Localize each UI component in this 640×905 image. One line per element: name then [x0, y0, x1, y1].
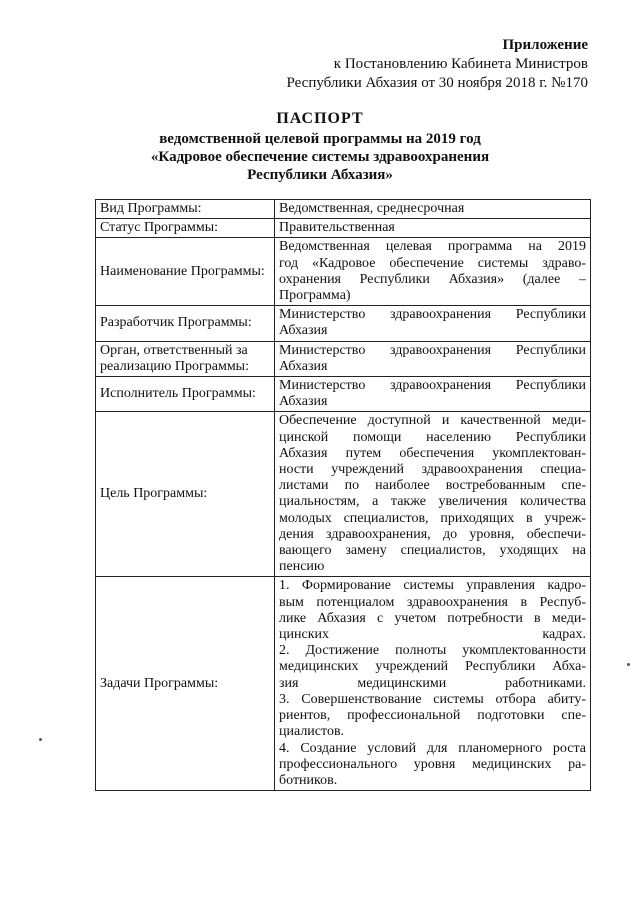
header-line-1: к Постановлению Кабинета Министров	[333, 56, 588, 72]
value-line: медицинских учреждений Республики Абха-	[279, 659, 586, 675]
value-line: охранения Республики Абхазия» (далее –	[279, 271, 586, 287]
subtitle-line: Республики Абхазия»	[247, 167, 393, 183]
value-line: ности учреждений здравоохранения специа-	[279, 462, 586, 478]
value-line: Абхазия	[279, 323, 328, 339]
value-line: Правительственная	[279, 220, 395, 236]
row-value-developer	[275, 306, 591, 341]
header-line-2: Республики Абхазия от 30 ноября 2018 г. №170	[286, 75, 588, 91]
table-row	[96, 412, 591, 577]
value-line: лике Абхазия с учетом потребности в меди-	[279, 610, 586, 626]
value-line: 1. Формирование системы управления кадро-	[279, 578, 586, 594]
document-title: ПАСПОРТ	[276, 110, 364, 127]
label-line: реализацию Программы:	[100, 358, 249, 374]
table-row	[96, 377, 591, 412]
row-value-tasks	[275, 577, 591, 791]
passport-table	[95, 199, 591, 791]
value-line: Обеспечение доступной и качественной меди-	[279, 413, 586, 429]
value-line: молодых специалистов, приходящих в учреж-	[279, 510, 586, 526]
row-label-goal	[96, 412, 275, 577]
value-line: 3. Совершенствование системы отбора абиту-	[279, 691, 586, 707]
label-line: Вид Программы:	[100, 201, 202, 216]
row-value-status	[275, 219, 591, 238]
value-line: вым потенциалом здравоохранения в Респуб-	[279, 594, 586, 610]
table-row	[96, 238, 591, 306]
value-line: Ведомственная, среднесрочная	[279, 201, 465, 216]
table-row	[96, 200, 591, 219]
value-line: дения здравоохранения, до уровня, обеспечи-	[279, 526, 586, 542]
value-line: циальностям, а также увеличения количества	[279, 494, 586, 510]
value-line: Программа)	[279, 288, 351, 304]
row-value-name	[275, 238, 591, 306]
value-line: ботников.	[279, 772, 338, 788]
appendix-label: Приложение	[502, 37, 588, 53]
value-line: год «Кадровое обеспечение системы здраво-	[279, 255, 586, 271]
label-line: Разработчик Программы:	[100, 315, 252, 331]
value-line: вающего замену специалистов, уходящих на	[279, 543, 586, 559]
value-line: 2. Достижение полноты укомплектованности	[279, 643, 586, 659]
row-label-tasks	[96, 577, 275, 791]
table-row	[96, 306, 591, 341]
label-line: Исполнитель Программы:	[100, 386, 256, 402]
value-line: Министерство здравоохранения Республики	[279, 342, 586, 358]
label-line: Орган, ответственный за	[100, 342, 248, 358]
row-value-executor	[275, 377, 591, 412]
row-value-goal	[275, 412, 591, 577]
value-line: 4. Создание условий для планомерного роста	[279, 740, 586, 756]
label-line: Цель Программы:	[100, 486, 208, 502]
row-value-type	[275, 200, 591, 219]
table-row	[96, 577, 591, 791]
value-line: листами по наиболее востребованным спе-	[279, 478, 586, 494]
value-line: Министерство здравоохранения Республики	[279, 378, 586, 394]
document-subtitle	[90, 130, 550, 184]
row-label-status	[96, 219, 275, 238]
value-line: Ведомственная целевая программа на 2019	[279, 239, 586, 255]
value-line: Абхазия	[279, 358, 328, 374]
scan-speck	[39, 738, 42, 741]
row-label-responsible	[96, 341, 275, 376]
row-label-name	[96, 238, 275, 306]
value-line: профессионального уровня медицинских ра-	[279, 756, 586, 772]
row-label-type	[96, 200, 275, 219]
label-line: Наименование Программы:	[100, 263, 265, 279]
value-line: риентов, профессиональной подготовки спе-	[279, 708, 586, 724]
value-line: Абхазия	[279, 394, 328, 410]
value-line: цинских кадрах.	[279, 627, 586, 643]
scan-speck	[627, 663, 630, 666]
value-line: Министерство здравоохранения Республики	[279, 307, 586, 323]
document-header	[287, 36, 589, 93]
row-value-responsible	[275, 341, 591, 376]
value-line: циалистов.	[279, 724, 345, 740]
label-line: Задачи Программы:	[100, 675, 219, 691]
row-label-executor	[96, 377, 275, 412]
value-line: пенсию	[279, 559, 325, 575]
value-line: зия медицинскими работниками.	[279, 675, 586, 691]
subtitle-line: ведомственной целевой программы на 2019 год	[159, 131, 481, 147]
value-line: Абхазия путем обеспечения укомплектован-	[279, 445, 586, 461]
label-line: Статус Программы:	[100, 220, 219, 236]
subtitle-line: «Кадровое обеспечение системы здравоохранения	[150, 149, 490, 165]
table-row	[96, 341, 591, 376]
value-line: цинской помощи населению Республики	[279, 429, 586, 445]
table-row	[96, 219, 591, 238]
row-label-developer	[96, 306, 275, 341]
